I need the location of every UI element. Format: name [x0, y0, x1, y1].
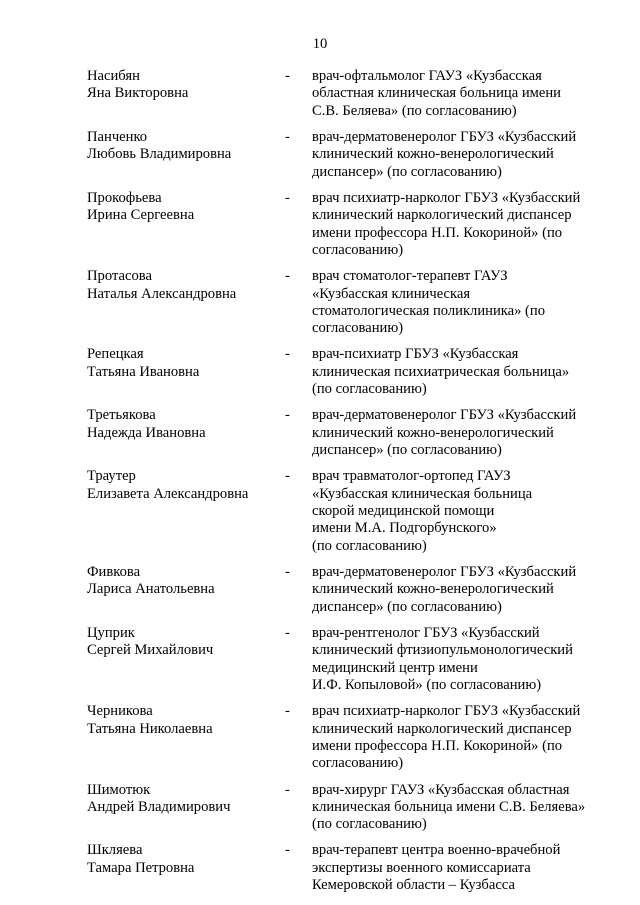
person-name: [87, 268, 285, 338]
dash-separator: -: [285, 842, 290, 859]
position-line: врач-рентгенолог ГБУЗ «Кузбасский: [312, 624, 540, 641]
surname: Третьякова: [87, 407, 156, 424]
position-line: диспансер» (по согласованию): [312, 163, 502, 180]
person-name: [87, 703, 285, 773]
roster-entry: [87, 68, 607, 120]
position-line: врач психиатр-нарколог ГБУЗ «Кузбасский: [312, 189, 581, 206]
surname: Траутер: [87, 468, 136, 485]
roster-entry: [87, 703, 607, 773]
position-line: экспертизы военного комиссариата: [312, 859, 531, 876]
position-description: [312, 564, 607, 616]
given-names: Сергей Михайлович: [87, 642, 214, 659]
member-roster: [87, 68, 607, 903]
position-line: (по согласованию): [312, 816, 427, 833]
position-line: врач-дерматовенеролог ГБУЗ «Кузбасский: [312, 128, 577, 145]
position-line: врач-психиатр ГБУЗ «Кузбасская: [312, 346, 519, 363]
position-line: согласованию): [312, 320, 404, 337]
dash-separator: -: [285, 781, 290, 798]
page-number: 10: [312, 36, 328, 52]
person-name: [87, 407, 285, 459]
surname: Панченко: [87, 128, 148, 145]
person-name: [87, 346, 285, 398]
position-line: врач-хирург ГАУЗ «Кузбасская областная: [312, 781, 570, 798]
given-names: Тамара Петровна: [87, 859, 195, 876]
position-line: врач-офтальмолог ГАУЗ «Кузбасская: [312, 68, 542, 84]
surname: Шимотюк: [87, 781, 151, 798]
roster-entry: [87, 842, 607, 894]
dash-separator: -: [285, 268, 290, 285]
position-description: [312, 782, 607, 834]
position-line: клиническая больница имени С.В. Беляева»: [312, 798, 586, 815]
given-names: Наталья Александровна: [87, 285, 237, 302]
position-line: врач психиатр-нарколог ГБУЗ «Кузбасский: [312, 703, 581, 720]
dash-separator: -: [285, 624, 290, 641]
roster-entry: [87, 468, 607, 555]
surname: Шкляева: [87, 842, 143, 859]
given-names: Ирина Сергеевна: [87, 207, 195, 224]
surname: Насибян: [87, 68, 140, 84]
position-description: [312, 346, 607, 398]
position-description: [312, 407, 607, 459]
position-description: [312, 842, 607, 894]
roster-entry: [87, 346, 607, 398]
position-line: имени профессора Н.П. Кокориной» (по: [312, 224, 563, 241]
roster-entry: [87, 190, 607, 260]
position-description: [312, 468, 607, 555]
position-description: [312, 625, 607, 695]
position-line: скорой медицинской помощи: [312, 503, 495, 520]
dash-separator: -: [285, 563, 290, 580]
position-description: [312, 190, 607, 260]
given-names: Андрей Владимирович: [87, 798, 231, 815]
dash-separator: -: [285, 407, 290, 424]
given-names: Лариса Анатольевна: [87, 581, 215, 598]
person-name: [87, 129, 285, 181]
position-line: врач травматолог-ортопед ГАУЗ: [312, 468, 511, 485]
person-name: [87, 625, 285, 695]
given-names: Надежда Ивановна: [87, 424, 206, 441]
position-description: [312, 268, 607, 338]
position-line: согласованию): [312, 755, 404, 772]
position-line: клинический наркологический диспансер: [312, 207, 572, 224]
dash-separator: -: [285, 128, 290, 145]
surname: Цуприк: [87, 624, 135, 641]
position-line: имени профессора Н.П. Кокориной» (по: [312, 738, 563, 754]
surname: Черникова: [87, 703, 153, 720]
given-names: Яна Викторовна: [87, 85, 189, 102]
dash-separator: -: [285, 703, 290, 720]
dash-separator: -: [285, 189, 290, 206]
position-line: диспансер» (по согласованию): [312, 442, 502, 459]
dash-separator: -: [285, 68, 290, 84]
given-names: Елизавета Александровна: [87, 485, 249, 502]
position-line: клинический фтизиопульмонологический: [312, 642, 573, 659]
position-line: клинический кожно-венерологический: [312, 581, 554, 598]
position-line: И.Ф. Копыловой» (по согласованию): [312, 677, 542, 694]
position-line: врач-дерматовенеролог ГБУЗ «Кузбасский: [312, 563, 577, 580]
person-name: [87, 68, 285, 120]
position-line: (по согласованию): [312, 537, 427, 554]
position-line: имени М.А. Подгорбунского»: [312, 520, 497, 537]
dash-separator: -: [285, 346, 290, 363]
roster-entry: [87, 625, 607, 695]
roster-entry: [87, 268, 607, 338]
position-line: «Кузбасская клиническая больница: [312, 485, 533, 502]
roster-entry: [87, 407, 607, 459]
position-description: [312, 68, 607, 120]
position-line: клинический кожно-венерологический: [312, 424, 554, 441]
position-line: диспансер» (по согласованию): [312, 598, 502, 615]
position-line: стоматологическая поликлиника» (по: [312, 302, 546, 319]
given-names: Любовь Владимировна: [87, 146, 232, 163]
position-line: врач-дерматовенеролог ГБУЗ «Кузбасский: [312, 407, 577, 424]
surname: Фивкова: [87, 563, 141, 580]
surname: Репецкая: [87, 346, 144, 363]
person-name: [87, 782, 285, 834]
position-line: Кемеровской области – Кузбасса: [312, 877, 515, 894]
given-names: Татьяна Николаевна: [87, 720, 213, 737]
person-name: [87, 842, 285, 894]
person-name: [87, 564, 285, 616]
position-line: клиническая психиатрическая больница»: [312, 363, 570, 380]
position-line: областная клиническая больница имени: [312, 85, 561, 102]
position-line: врач стоматолог-терапевт ГАУЗ: [312, 268, 508, 285]
dash-separator: -: [285, 468, 290, 485]
position-line: клинический наркологический диспансер: [312, 720, 572, 737]
surname: Протасова: [87, 268, 152, 285]
position-line: врач-терапевт центра военно-врачебной: [312, 842, 561, 859]
person-name: [87, 468, 285, 555]
position-line: С.В. Беляева» (по согласованию): [312, 102, 517, 119]
position-line: «Кузбасская клиническая: [312, 285, 471, 302]
roster-entry: [87, 782, 607, 834]
position-line: медицинский центр имени: [312, 659, 478, 676]
position-description: [312, 129, 607, 181]
position-description: [312, 703, 607, 773]
surname: Прокофьева: [87, 189, 162, 206]
given-names: Татьяна Ивановна: [87, 363, 200, 380]
roster-entry: [87, 564, 607, 616]
roster-entry: [87, 129, 607, 181]
person-name: [87, 190, 285, 260]
position-line: согласованию): [312, 242, 404, 259]
position-line: клинический кожно-венерологический: [312, 146, 554, 163]
position-line: (по согласованию): [312, 381, 427, 398]
